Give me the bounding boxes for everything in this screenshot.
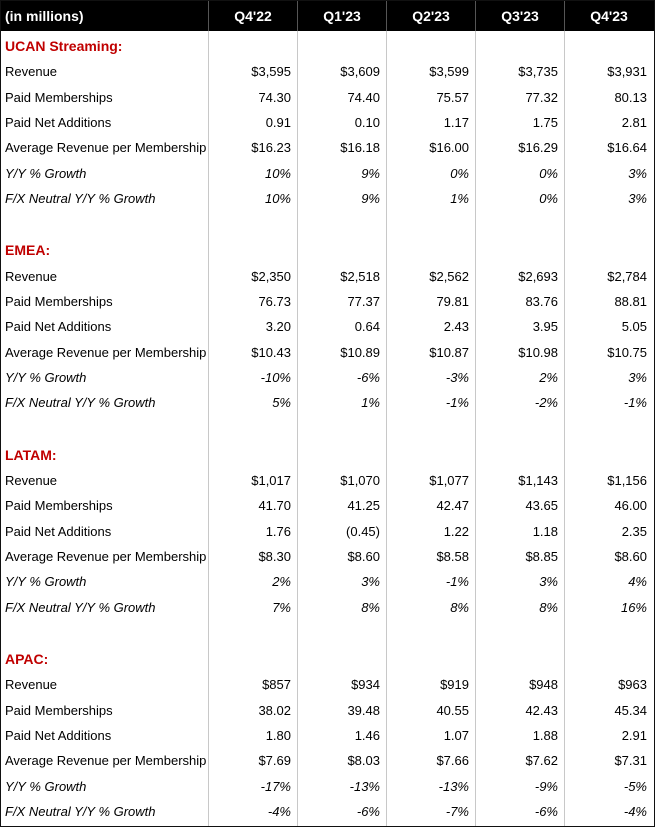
row-label: Revenue [5, 268, 58, 284]
table-cell: 83.76 [525, 293, 558, 309]
table-cell: $1,077 [429, 472, 469, 488]
table-cell: 3% [628, 191, 647, 207]
table-cell: $10.75 [607, 344, 647, 360]
table-cell: $7.31 [614, 753, 647, 769]
table-cell: 3% [539, 574, 558, 590]
table-cell: 1.88 [532, 728, 558, 743]
row-label: Y/Y % Growth [5, 574, 87, 590]
row-label: Paid Net Additions [5, 728, 112, 743]
table-cell: 8% [361, 599, 380, 615]
table-cell: 2.35 [621, 523, 647, 539]
table-row [1, 161, 654, 186]
row-label: Average Revenue per Membership [5, 753, 207, 769]
row-label: Y/Y % Growth [5, 370, 87, 386]
column-header: Q3'23 [475, 1, 564, 31]
table-cell: 76.73 [258, 293, 291, 309]
table-cell: $8.60 [614, 549, 647, 565]
table-cell: $16.23 [251, 140, 291, 156]
table-row [1, 340, 654, 365]
table-cell: 9% [361, 191, 380, 207]
table-cell: 1.80 [265, 728, 291, 743]
table-cell: $2,784 [607, 268, 647, 284]
row-label: Paid Net Additions [5, 319, 112, 335]
row-label: F/X Neutral Y/Y % Growth [5, 804, 156, 820]
table-cell: -13% [349, 778, 380, 794]
table-cell: 5.05 [621, 319, 647, 335]
table-cell: $3,599 [429, 64, 469, 80]
table-cell: 9% [361, 165, 380, 181]
table-body [1, 33, 654, 824]
row-label: F/X Neutral Y/Y % Growth [5, 599, 156, 615]
row-label: Y/Y % Growth [5, 778, 87, 794]
table-row [1, 493, 654, 518]
table-cell: 1% [450, 191, 469, 207]
column-header: Q1'23 [297, 1, 386, 31]
table-cell: 3.20 [265, 319, 291, 335]
table-cell: 8% [539, 599, 558, 615]
table-cell: 16% [620, 599, 647, 615]
table-cell: 74.40 [347, 89, 380, 105]
table-cell: 74.30 [258, 89, 291, 105]
section-title: EMEA: [5, 242, 51, 259]
table-cell: 42.43 [525, 702, 558, 718]
row-label: Paid Memberships [5, 498, 113, 514]
table-cell: $948 [529, 677, 558, 693]
table-row [1, 723, 654, 748]
table-cell: -6% [534, 804, 558, 820]
table-cell: 4% [628, 574, 647, 590]
table-cell: 2.91 [621, 728, 647, 743]
column-header: Q4'22 [208, 1, 297, 31]
table-cell: $3,609 [340, 64, 380, 80]
table-row [1, 59, 654, 84]
table-row [1, 672, 654, 697]
column-header: Q2'23 [386, 1, 475, 31]
table-row [1, 365, 654, 390]
table-row [1, 314, 654, 339]
row-label: Paid Memberships [5, 702, 113, 718]
table-cell: 7% [272, 599, 291, 615]
row-label: F/X Neutral Y/Y % Growth [5, 395, 156, 411]
table-cell: -9% [534, 778, 558, 794]
table-cell: -4% [623, 804, 647, 820]
table-cell: 3% [628, 370, 647, 386]
table-cell: 8% [450, 599, 469, 615]
table-cell: $1,156 [607, 472, 647, 488]
table-row [1, 748, 654, 773]
table-cell: $2,562 [429, 268, 469, 284]
table-cell: 41.25 [347, 498, 380, 514]
table-row [1, 84, 654, 109]
table-cell: -1% [445, 395, 469, 411]
table-cell: $8.30 [258, 549, 291, 565]
table-cell: 0.91 [265, 114, 291, 130]
table-cell: 1.46 [354, 728, 380, 743]
table-cell: $2,350 [251, 268, 291, 284]
table-cell: 77.32 [525, 89, 558, 105]
table-cell: $919 [440, 677, 469, 693]
table-row [1, 263, 654, 288]
table-cell: 0.10 [354, 114, 380, 130]
table-cell: $7.62 [525, 753, 558, 769]
row-label: Revenue [5, 64, 58, 80]
table-cell: -7% [445, 804, 469, 820]
row-label: F/X Neutral Y/Y % Growth [5, 191, 156, 207]
table-cell: 1.75 [532, 114, 558, 130]
table-cell: -13% [438, 778, 469, 794]
table-cell: -2% [534, 395, 558, 411]
table-cell: 10% [264, 191, 291, 207]
table-cell: 77.37 [347, 293, 380, 309]
table-cell: 3.95 [532, 319, 558, 335]
table-cell: -17% [260, 778, 291, 794]
table-cell: 0% [539, 165, 558, 181]
section-spacer [1, 211, 654, 237]
table-cell: 0.64 [354, 319, 380, 335]
table-cell: 41.70 [258, 498, 291, 514]
table-row [1, 569, 654, 594]
table-cell: 75.57 [436, 89, 469, 105]
table-cell: 42.47 [436, 498, 469, 514]
table-header [1, 1, 654, 31]
section-spacer [1, 416, 654, 442]
table-cell: $8.58 [436, 549, 469, 565]
table-cell: $2,693 [518, 268, 558, 284]
table-cell: $10.87 [429, 344, 469, 360]
table-row [1, 135, 654, 160]
table-cell: -3% [445, 370, 469, 386]
table-row [1, 390, 654, 415]
table-cell: $963 [618, 677, 647, 693]
table-cell: 46.00 [614, 498, 647, 514]
table-cell: 2.43 [443, 319, 469, 335]
row-label: Average Revenue per Membership [5, 344, 207, 360]
table-cell: -1% [623, 395, 647, 411]
table-cell: 1.22 [443, 523, 469, 539]
table-cell: $10.98 [518, 344, 558, 360]
table-row [1, 518, 654, 543]
table-cell: $16.64 [607, 140, 647, 156]
table-cell: 0% [450, 165, 469, 181]
section-title: UCAN Streaming: [5, 38, 123, 54]
units-label: (in millions) [5, 8, 84, 24]
row-label: Revenue [5, 472, 58, 488]
table-cell: 1.76 [265, 523, 291, 539]
row-label: Average Revenue per Membership [5, 140, 207, 156]
column-header: Q4'23 [564, 1, 653, 31]
table-row [1, 799, 654, 824]
table-cell: $1,070 [340, 472, 380, 488]
table-cell: $8.60 [347, 549, 380, 565]
table-cell: $10.43 [251, 344, 291, 360]
table-cell: 45.34 [614, 702, 647, 718]
row-label: Revenue [5, 677, 58, 693]
table-cell: $934 [351, 677, 380, 693]
table-cell: $3,931 [607, 64, 647, 80]
table-cell: $16.29 [518, 140, 558, 156]
table-cell: $8.85 [525, 549, 558, 565]
table-cell: 10% [264, 165, 291, 181]
table-row [1, 774, 654, 799]
table-cell: 80.13 [614, 89, 647, 105]
table-cell: 3% [361, 574, 380, 590]
table-cell: 2% [272, 574, 291, 590]
table-cell: -1% [445, 574, 469, 590]
table-cell: $1,017 [251, 472, 291, 488]
table-cell: 2.81 [621, 114, 647, 130]
row-label: Average Revenue per Membership [5, 549, 207, 565]
table-cell: $3,735 [518, 64, 558, 80]
row-label: Paid Memberships [5, 89, 113, 105]
row-label: Paid Net Additions [5, 523, 112, 539]
table-cell: 88.81 [614, 293, 647, 309]
table-cell: $2,518 [340, 268, 380, 284]
table-cell: 43.65 [525, 498, 558, 514]
table-cell: $8.03 [347, 753, 380, 769]
section-title: LATAM: [5, 446, 57, 463]
table-cell: -6% [356, 370, 380, 386]
section-spacer [1, 620, 654, 646]
table-cell: $16.18 [340, 140, 380, 156]
table-cell: -4% [267, 804, 291, 820]
table-cell: 40.55 [436, 702, 469, 718]
table-cell: -10% [260, 370, 291, 386]
table-cell: $3,595 [251, 64, 291, 80]
table-row [1, 697, 654, 722]
table-cell: 38.02 [258, 702, 291, 718]
row-label: Paid Memberships [5, 293, 113, 309]
table-cell: $16.00 [429, 140, 469, 156]
table-row [1, 468, 654, 493]
table-cell: 39.48 [347, 702, 380, 718]
table-cell: (0.45) [346, 523, 380, 539]
table-cell: -5% [623, 778, 647, 794]
table-cell: 5% [272, 395, 291, 411]
table-cell: 3% [628, 165, 647, 181]
table-row [1, 595, 654, 620]
table-row [1, 186, 654, 211]
section-title: APAC: [5, 651, 49, 668]
row-label: Y/Y % Growth [5, 165, 87, 181]
row-label: Paid Net Additions [5, 114, 112, 130]
table-cell: 1.17 [443, 114, 469, 130]
table-cell: 1% [361, 395, 380, 411]
table-cell: $10.89 [340, 344, 380, 360]
table-cell: $1,143 [518, 472, 558, 488]
table-cell: $7.66 [436, 753, 469, 769]
table-cell: 1.18 [532, 523, 558, 539]
table-cell: $857 [262, 677, 291, 693]
table-row [1, 289, 654, 314]
table-cell: 0% [539, 191, 558, 207]
table-cell: -6% [356, 804, 380, 820]
table-cell: $7.69 [258, 753, 291, 769]
table-row [1, 110, 654, 135]
table-row [1, 544, 654, 569]
table-cell: 2% [539, 370, 558, 386]
table-cell: 79.81 [436, 293, 469, 309]
table-cell: 1.07 [443, 728, 469, 743]
